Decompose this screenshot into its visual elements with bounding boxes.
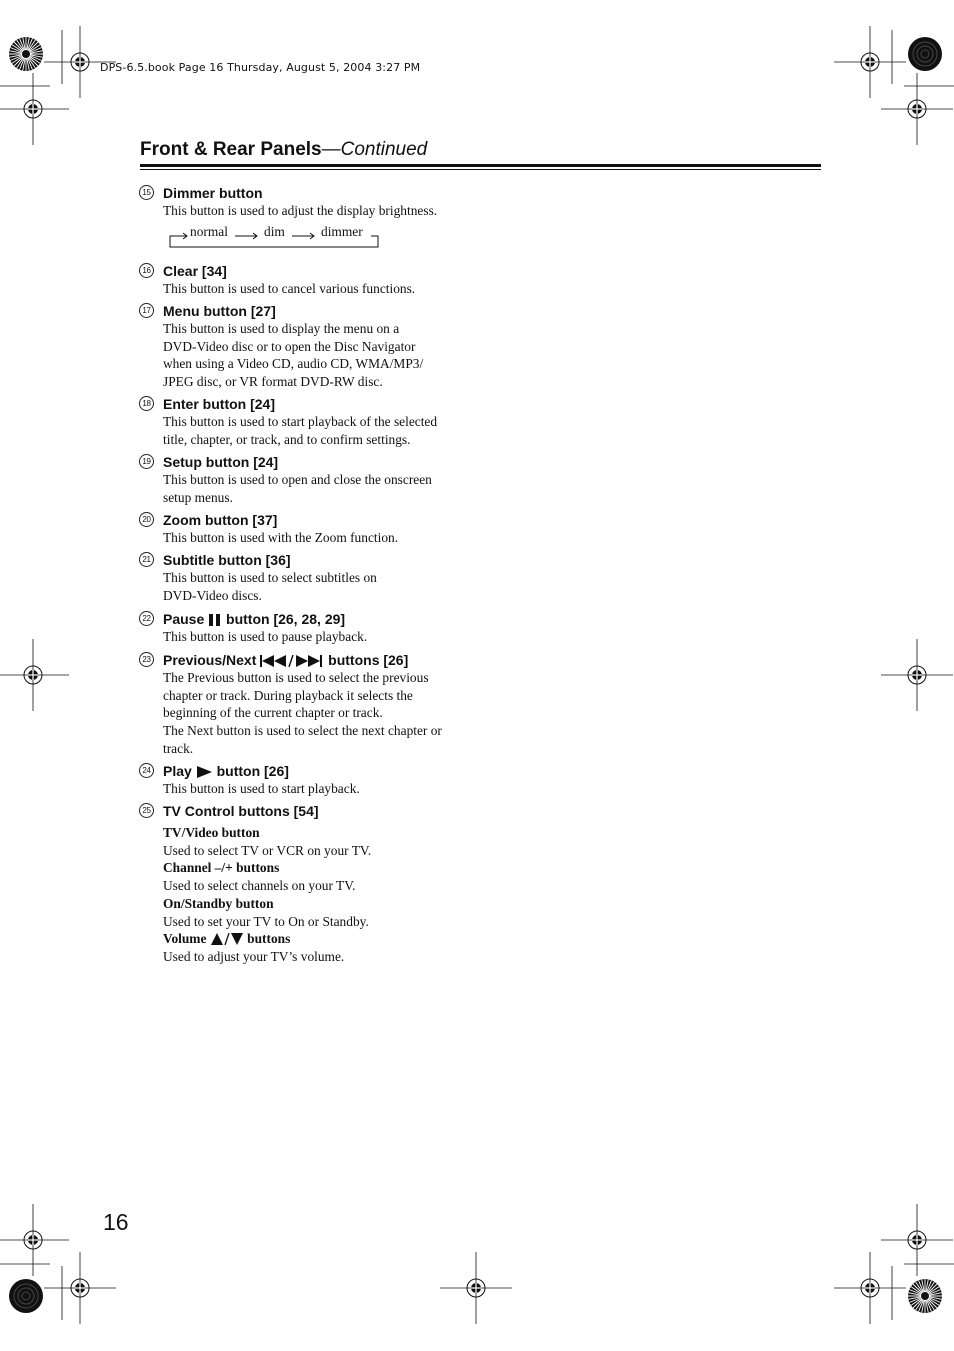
dimmer-dimmer-label: dimmer bbox=[321, 224, 363, 239]
item-zoom bbox=[139, 511, 479, 547]
page-number: 16 bbox=[103, 1209, 129, 1235]
item-subtitle bbox=[139, 551, 479, 604]
item-description: This button is used to start playback of the selected title, chapter, or track, and to confirm settings. bbox=[163, 414, 438, 447]
volume-up-down-icon bbox=[210, 933, 244, 945]
tv-video-title: TV/Video button bbox=[163, 825, 260, 840]
item-number: 20 bbox=[139, 512, 154, 527]
item-heading: Menu button [27] bbox=[163, 303, 276, 319]
volume-desc: Used to adjust your TV’s volume. bbox=[163, 948, 345, 964]
item-heading: Setup button [24] bbox=[163, 454, 279, 470]
item-description: This button is used to open and close the onscreen setup menus. bbox=[163, 472, 432, 505]
volume-title bbox=[163, 930, 479, 948]
item-tv-control bbox=[139, 802, 479, 966]
item-heading-post: button [26, 28, 29] bbox=[226, 611, 346, 627]
item-heading-pre: Previous/Next bbox=[163, 652, 257, 668]
on-standby-title: On/Standby button bbox=[163, 895, 274, 911]
channel-desc: Used to select channels on your TV. bbox=[163, 878, 356, 894]
dimmer-normal-label: normal bbox=[190, 224, 228, 239]
play-icon bbox=[196, 766, 213, 778]
item-number: 16 bbox=[139, 263, 154, 278]
item-heading: Dimmer button bbox=[163, 185, 263, 201]
previous-next-icon bbox=[260, 655, 324, 667]
volume-title-post: buttons bbox=[247, 931, 291, 947]
title-rule-thick bbox=[140, 164, 821, 167]
page-title-continued: —Continued bbox=[321, 139, 428, 160]
item-heading: Clear [34] bbox=[163, 263, 227, 279]
item-heading-post: button [26] bbox=[216, 763, 289, 779]
tv-video-desc: Used to select TV or VCR on your TV. bbox=[163, 842, 372, 858]
pause-icon bbox=[208, 614, 222, 626]
item-setup bbox=[139, 453, 479, 506]
item-heading: Zoom button [37] bbox=[163, 512, 278, 528]
item-description: This button is used to start playback. bbox=[163, 781, 360, 796]
item-pause bbox=[139, 610, 479, 646]
item-play bbox=[139, 762, 479, 798]
item-description: This button is used to display the menu on a DVD-Video disc or to open the Disc Navigator when using a Video CD, audio CD, WMA/MP3/ JPEG disc, or VR format DVD-RW disc. bbox=[163, 321, 424, 390]
title-rule-thin bbox=[140, 169, 821, 170]
page-title bbox=[140, 139, 427, 161]
item-number: 22 bbox=[139, 611, 154, 626]
dimmer-dim-label: dim bbox=[264, 224, 285, 239]
item-clear bbox=[139, 262, 479, 298]
item-number: 25 bbox=[139, 803, 154, 818]
item-description: This button is used with the Zoom function. bbox=[163, 530, 399, 545]
item-menu bbox=[139, 302, 479, 391]
item-number: 15 bbox=[139, 185, 154, 200]
item-dimmer bbox=[139, 184, 479, 220]
item-number: 23 bbox=[139, 652, 154, 667]
item-heading: Enter button [24] bbox=[163, 396, 275, 412]
item-number: 18 bbox=[139, 396, 154, 411]
item-number: 19 bbox=[139, 454, 154, 469]
item-description: The Previous button is used to select the previous chapter or track. During playback it selects the beginning of the current chapter or track. The Next button is used to select the next chapter or track. bbox=[163, 670, 442, 756]
print-header: DPS-6.5.book Page 16 Thursday, August 5, 2004 3:27 PM bbox=[100, 61, 421, 74]
item-number: 21 bbox=[139, 552, 154, 567]
item-description: This button is used to adjust the display brightness. bbox=[163, 203, 438, 218]
item-heading: Subtitle button [36] bbox=[163, 552, 291, 568]
dimmer-cycle-diagram bbox=[163, 223, 383, 249]
item-number: 17 bbox=[139, 303, 154, 318]
item-heading-pre: Play bbox=[163, 763, 192, 779]
item-number: 24 bbox=[139, 763, 154, 778]
on-standby-desc: Used to set your TV to On or Standby. bbox=[163, 913, 369, 929]
page-title-main: Front & Rear Panels bbox=[140, 139, 322, 160]
item-description: This button is used to pause playback. bbox=[163, 629, 368, 644]
item-description: This button is used to cancel various functions. bbox=[163, 281, 416, 296]
item-enter bbox=[139, 395, 479, 448]
item-heading: TV Control buttons [54] bbox=[163, 803, 319, 819]
channel-title: Channel –/+ buttons bbox=[163, 860, 280, 876]
volume-title-pre: Volume bbox=[163, 931, 207, 947]
item-heading-post: buttons [26] bbox=[328, 652, 409, 668]
item-heading-pre: Pause bbox=[163, 611, 205, 627]
item-description: This button is used to select subtitles on DVD-Video discs. bbox=[163, 570, 377, 603]
item-previous-next bbox=[139, 651, 479, 758]
